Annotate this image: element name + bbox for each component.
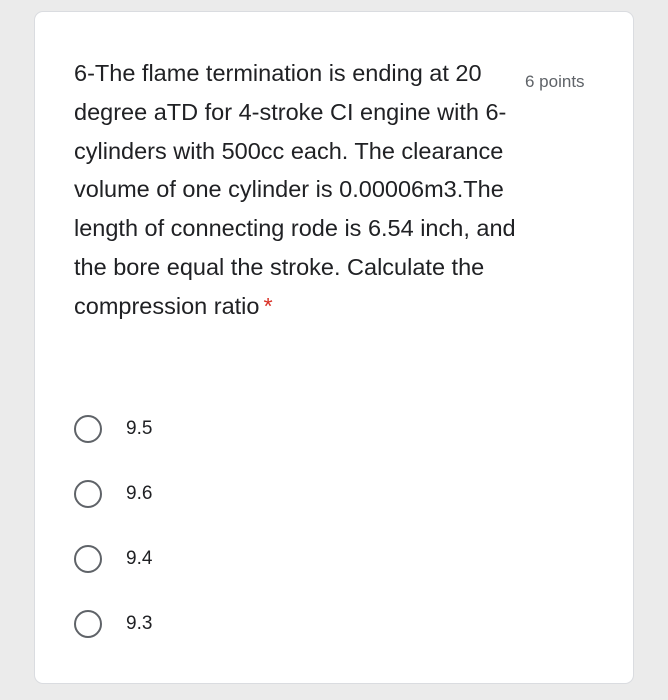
option-label: 9.4 [126,547,153,569]
question-title [74,54,519,326]
option-9-3[interactable] [74,591,152,656]
option-9-6[interactable] [74,461,152,526]
points-label: 6 points [525,72,585,91]
question-card [34,11,634,684]
option-label: 9.5 [126,417,153,439]
option-9-4[interactable] [74,526,152,591]
radio-button-icon[interactable] [74,480,102,508]
radio-button-icon[interactable] [74,415,102,443]
radio-button-icon[interactable] [74,610,102,638]
options-group [74,396,152,656]
option-label: 9.3 [126,612,153,634]
option-9-5[interactable] [74,396,152,461]
option-label: 9.6 [126,482,153,504]
question-text: 6-The flame termination is ending at 20 degree aTD for 4-stroke CI engine with 6-cylinders with 500cc each. The clearance volume of one cylinder is 0.00006m3.The length of connecting rode is 6.54 inch, and the bore equal the stroke. Calculate the compression ratio [74,60,516,319]
required-asterisk: * [263,292,273,319]
radio-button-icon[interactable] [74,545,102,573]
